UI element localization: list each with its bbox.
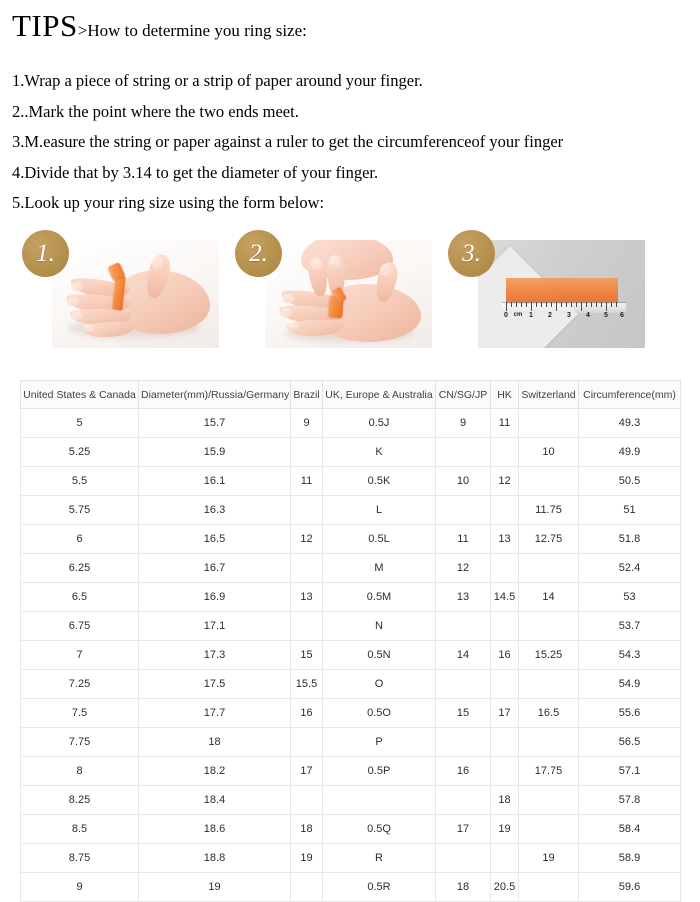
table-cell: 17	[436, 815, 491, 844]
table-cell: 6.25	[21, 554, 139, 583]
table-cell: 18	[436, 873, 491, 902]
table-cell: 5.75	[21, 496, 139, 525]
table-cell: 15.9	[139, 438, 291, 467]
table-cell: 12	[436, 554, 491, 583]
table-cell: 16.5	[139, 525, 291, 554]
instruction-photo-1	[20, 228, 250, 354]
table-cell	[291, 786, 323, 815]
table-cell: 0.5Q	[323, 815, 436, 844]
photo-frame-1	[52, 240, 219, 348]
table-cell	[519, 670, 579, 699]
table-cell: 12	[291, 525, 323, 554]
table-cell	[519, 554, 579, 583]
table-cell: 16.5	[519, 699, 579, 728]
table-cell: 8	[21, 757, 139, 786]
ruler-number: 4	[586, 312, 590, 319]
paper-strip-3	[506, 278, 618, 304]
table-cell: 9	[436, 409, 491, 438]
tips-subtitle: >How to determine you ring size:	[77, 21, 307, 40]
table-row	[21, 554, 681, 583]
table-body	[21, 409, 681, 902]
table-cell	[291, 496, 323, 525]
table-cell: 20.5	[491, 873, 519, 902]
column-header: HK	[491, 381, 519, 409]
table-cell: 57.8	[579, 786, 681, 815]
table-row	[21, 583, 681, 612]
table-cell: 8.5	[21, 815, 139, 844]
photo-frame-3	[478, 240, 645, 348]
table-cell: 9	[291, 409, 323, 438]
column-header: UK, Europe & Australia	[323, 381, 436, 409]
ruler-number: 0	[504, 312, 508, 319]
table-cell	[491, 438, 519, 467]
table-cell: 6.75	[21, 612, 139, 641]
table-cell	[436, 670, 491, 699]
table-cell	[519, 873, 579, 902]
table-cell: M	[323, 554, 436, 583]
table-cell	[436, 728, 491, 757]
ruler-number: 3	[567, 312, 571, 319]
table-cell	[491, 757, 519, 786]
table-cell	[436, 844, 491, 873]
table-cell	[519, 467, 579, 496]
table-cell: 0.5P	[323, 757, 436, 786]
table-cell: 18.6	[139, 815, 291, 844]
table-cell: 49.3	[579, 409, 681, 438]
table-cell: 56.5	[579, 728, 681, 757]
table-cell: 16.9	[139, 583, 291, 612]
instruction-step: 3.M.easure the string or paper against a ruler to get the circumferenceof your finger	[12, 132, 564, 151]
table-cell: 8.25	[21, 786, 139, 815]
table-cell	[491, 728, 519, 757]
table-row	[21, 525, 681, 554]
table-cell: 13	[436, 583, 491, 612]
table-cell: 10	[436, 467, 491, 496]
table-row	[21, 438, 681, 467]
table-row	[21, 612, 681, 641]
table-row	[21, 873, 681, 902]
ruler-number: 5	[604, 312, 608, 319]
instruction-step: 2..Mark the point where the two ends meet.	[12, 101, 299, 121]
ruler-illustration	[478, 240, 645, 348]
column-header: Circumference(mm)	[579, 381, 681, 409]
table-cell: 0.5M	[323, 583, 436, 612]
instruction-step: 1.Wrap a piece of string or a strip of paper around your finger.	[12, 71, 423, 90]
table-cell: 6.5	[21, 583, 139, 612]
table-cell: 54.9	[579, 670, 681, 699]
table-cell: 17	[491, 699, 519, 728]
step-badge-3	[448, 230, 495, 277]
table-row	[21, 844, 681, 873]
table-cell: 13	[291, 583, 323, 612]
table-cell: 5.25	[21, 438, 139, 467]
table-cell: 51.8	[579, 525, 681, 554]
table-cell: 9	[21, 873, 139, 902]
table-cell: 55.6	[579, 699, 681, 728]
table-cell	[491, 844, 519, 873]
table-row	[21, 757, 681, 786]
step-badge-number: 2.	[249, 240, 268, 267]
table-cell	[436, 612, 491, 641]
table-cell	[519, 409, 579, 438]
table-cell: 17.1	[139, 612, 291, 641]
tips-word: TIPS	[12, 8, 78, 43]
table-cell: 54.3	[579, 641, 681, 670]
table-cell: 0.5O	[323, 699, 436, 728]
table-cell: 16	[291, 699, 323, 728]
table-cell: 17	[291, 757, 323, 786]
table-cell: 13	[491, 525, 519, 554]
table-cell: 8.75	[21, 844, 139, 873]
table-header	[21, 381, 681, 409]
table-cell: 5.5	[21, 467, 139, 496]
table-cell: 18	[491, 786, 519, 815]
table-cell: 16	[436, 757, 491, 786]
table-cell	[491, 670, 519, 699]
step-badge-1	[22, 230, 69, 277]
column-header: Switzerland	[519, 381, 579, 409]
table-cell: 19	[491, 815, 519, 844]
table-row	[21, 670, 681, 699]
table-cell: 58.4	[579, 815, 681, 844]
table-cell: 14	[519, 583, 579, 612]
table-cell: L	[323, 496, 436, 525]
table-cell: 59.6	[579, 873, 681, 902]
table-cell: 58.9	[579, 844, 681, 873]
step-badge-number: 1.	[36, 240, 55, 267]
table-cell: 49.9	[579, 438, 681, 467]
table-cell: 17.75	[519, 757, 579, 786]
column-header: United States & Canada	[21, 381, 139, 409]
table-cell: 0.5J	[323, 409, 436, 438]
table-cell	[519, 815, 579, 844]
table-cell: 17.5	[139, 670, 291, 699]
column-header: Brazil	[291, 381, 323, 409]
table-cell: 19	[291, 844, 323, 873]
table-cell: 14.5	[491, 583, 519, 612]
table-cell: 11	[491, 409, 519, 438]
table-cell: 5	[21, 409, 139, 438]
table-cell	[491, 554, 519, 583]
table-row	[21, 786, 681, 815]
table-row	[21, 641, 681, 670]
table-cell: 18.8	[139, 844, 291, 873]
table-cell: 18	[139, 728, 291, 757]
table-cell	[519, 786, 579, 815]
table-cell: O	[323, 670, 436, 699]
hand-illustration-2	[265, 240, 432, 348]
table-cell: K	[323, 438, 436, 467]
table-cell	[323, 786, 436, 815]
table-cell	[291, 438, 323, 467]
table-cell: 15.5	[291, 670, 323, 699]
table-cell	[436, 786, 491, 815]
table-header-row	[21, 381, 681, 409]
page-title	[12, 10, 307, 41]
table-cell: 6	[21, 525, 139, 554]
table-cell: 17.3	[139, 641, 291, 670]
table-cell: 7.75	[21, 728, 139, 757]
ruler-number: 2	[548, 312, 552, 319]
table-cell: 0.5L	[323, 525, 436, 554]
ruler-number: 1	[529, 312, 533, 319]
table-cell	[291, 873, 323, 902]
table-cell	[491, 612, 519, 641]
table-cell: 16.1	[139, 467, 291, 496]
table-cell	[519, 612, 579, 641]
table-cell: 50.5	[579, 467, 681, 496]
table-cell: 0.5R	[323, 873, 436, 902]
table-cell: 0.5N	[323, 641, 436, 670]
table-cell: 15	[291, 641, 323, 670]
table-cell: 18.2	[139, 757, 291, 786]
table-cell: 7	[21, 641, 139, 670]
ruler-unit-label: cm	[513, 312, 523, 318]
instruction-list	[12, 66, 682, 219]
table-cell: 7.5	[21, 699, 139, 728]
table-cell	[491, 496, 519, 525]
table-cell: 18.4	[139, 786, 291, 815]
table-cell: N	[323, 612, 436, 641]
table-cell: 16.3	[139, 496, 291, 525]
step-badge-number: 3.	[462, 240, 481, 267]
ruler-number: 6	[620, 312, 624, 319]
table-cell: 53	[579, 583, 681, 612]
table-cell: 7.25	[21, 670, 139, 699]
table-cell	[291, 612, 323, 641]
table-row	[21, 496, 681, 525]
instruction-photo-2	[233, 228, 463, 354]
ring-size-table	[20, 380, 681, 902]
table-cell: 12	[491, 467, 519, 496]
table-cell: 16.7	[139, 554, 291, 583]
photo-frame-2	[265, 240, 432, 348]
table-cell: 12.75	[519, 525, 579, 554]
table-cell: 18	[291, 815, 323, 844]
table-cell: 15	[436, 699, 491, 728]
table-cell: 19	[139, 873, 291, 902]
column-header: CN/SG/JP	[436, 381, 491, 409]
table-cell: 15.25	[519, 641, 579, 670]
table-cell: 10	[519, 438, 579, 467]
table-cell: 51	[579, 496, 681, 525]
table-row	[21, 815, 681, 844]
instruction-photo-3	[446, 228, 676, 354]
table-row	[21, 699, 681, 728]
table-cell: 15.7	[139, 409, 291, 438]
table-cell	[291, 554, 323, 583]
table-cell	[436, 496, 491, 525]
instruction-step: 4.Divide that by 3.14 to get the diameter of your finger.	[12, 162, 379, 182]
table-row	[21, 728, 681, 757]
hand-illustration-1	[52, 240, 219, 348]
table-cell	[436, 438, 491, 467]
table-cell: 17.7	[139, 699, 291, 728]
step-badge-2	[235, 230, 282, 277]
table-cell: 53.7	[579, 612, 681, 641]
table-cell: R	[323, 844, 436, 873]
instruction-photo-strip	[0, 228, 700, 354]
table-cell: 11.75	[519, 496, 579, 525]
table-cell	[291, 728, 323, 757]
table-cell: 0.5K	[323, 467, 436, 496]
table-cell: 16	[491, 641, 519, 670]
table-cell: 19	[519, 844, 579, 873]
table-cell	[519, 728, 579, 757]
instruction-step: 5.Look up your ring size using the form below:	[12, 193, 325, 212]
table-row	[21, 409, 681, 438]
table-cell: P	[323, 728, 436, 757]
column-header: Diameter(mm)/Russia/Germany	[139, 381, 291, 409]
table-cell: 52.4	[579, 554, 681, 583]
table-cell: 57.1	[579, 757, 681, 786]
table-cell: 14	[436, 641, 491, 670]
table-cell: 11	[291, 467, 323, 496]
table-row	[21, 467, 681, 496]
table-cell: 11	[436, 525, 491, 554]
